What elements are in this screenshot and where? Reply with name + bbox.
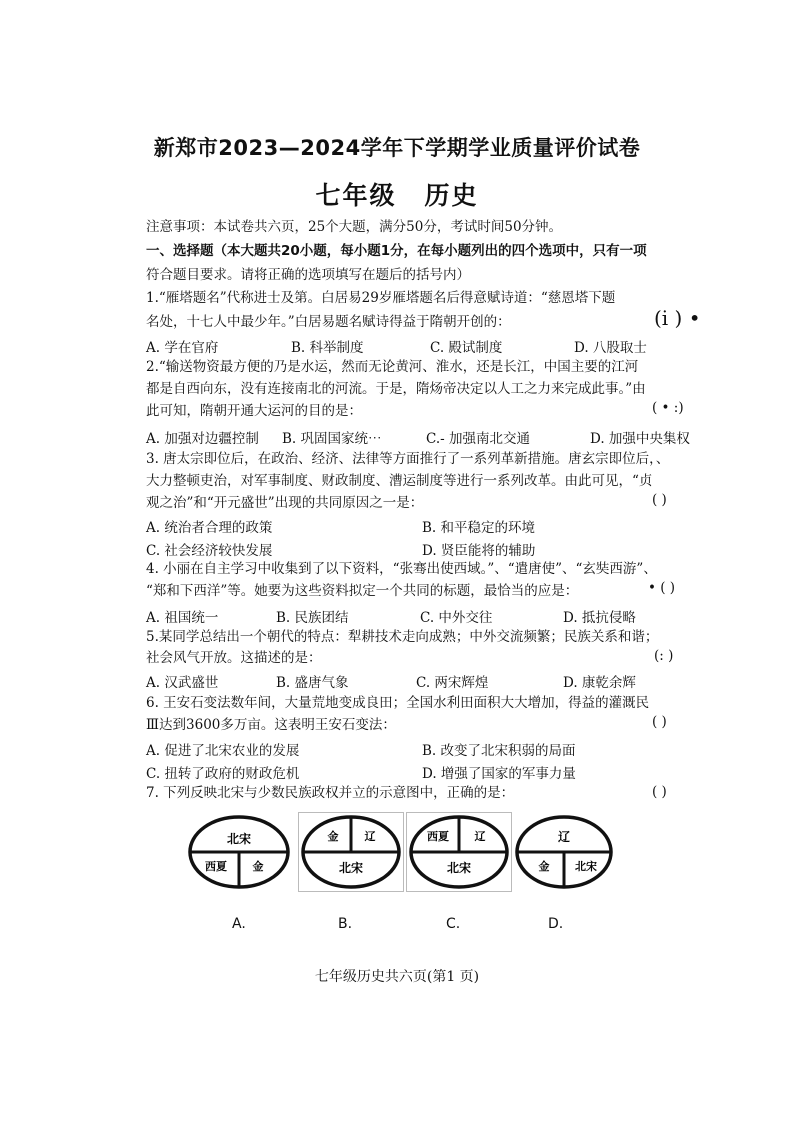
diagram-region-label: 西夏	[427, 830, 449, 843]
diagram-a	[186, 812, 292, 892]
diagram-region-label: 北宋	[575, 860, 597, 873]
option-d: D. 加强中央集权	[590, 431, 690, 447]
answer-bracket[interactable]: ( )	[652, 714, 667, 730]
question-text-line: 4. 小丽在自主学习中收集到了以下资料，“张骞出使西域。”、“遣唐使”、“玄奘西游”、	[146, 561, 657, 577]
territory-diagrams	[186, 812, 616, 902]
question-text-line: “郑和下西洋”等。她要为这些资料拟定一个共同的标题，最恰当的应是：	[146, 583, 579, 599]
option-c: C. 殿试制度	[430, 340, 503, 356]
question-text-line: 名处，十七人中最少年。”白居易题名赋诗得益于隋朝开创的：	[146, 314, 511, 330]
question-text-line: 3. 唐太宗即位后，在政治、经济、法律等方面推行了一系列革新措施。唐玄宗即位后，、	[146, 451, 670, 467]
question-text-line: 5.某同学总结出一个朝代的特点：犁耕技术走向成熟；中外交流频繁；民族关系和谐；	[146, 629, 659, 645]
option-d: D. 增强了国家的军事力量	[422, 766, 576, 782]
diagram-region-label: 北宋	[226, 832, 252, 846]
question-text-line: 大力整顿吏治，对军事制度、财政制度、漕运制度等进行一系列改革。由此可见，“贞	[146, 473, 653, 489]
diagram-option-c: C.	[446, 916, 461, 932]
option-b: B. 科举制度	[291, 340, 364, 356]
option-a: A. 学在官府	[146, 340, 219, 356]
exam-subtitle	[0, 176, 794, 212]
diagram-option-d: D.	[548, 916, 564, 932]
question-text-line: 都是自西向东，没有连接南北的河流。于是，隋炀帝决定以人工之力来完成此事。”由	[146, 381, 646, 397]
diagram-region-label: 金	[252, 860, 264, 873]
diagram-region-label: 金	[327, 830, 339, 843]
diagram-region-label: 辽	[474, 830, 486, 843]
diagram-region-label: 北宋	[338, 861, 364, 875]
option-b: B. 改变了北宋积弱的局面	[422, 743, 576, 759]
question-text-line: 7. 下列反映北宋与少数民族政权并立的示意图中，正确的是：	[146, 785, 515, 801]
section1-instructions: 符合题目要求。请将正确的选项填写在题后的括号内）	[146, 267, 470, 283]
diagram-option-a: A.	[232, 916, 246, 932]
option-b: B. 巩固国家统⋯	[282, 431, 382, 447]
diagram-region-label: 金	[538, 860, 550, 873]
question-text-line: 社会风气开放。这描述的是：	[146, 650, 322, 666]
option-a: A. 统治者合理的政策	[146, 520, 273, 536]
question-text-line: 此可知，隋朝开通大运河的目的是：	[146, 403, 362, 419]
diagram-d	[512, 812, 616, 892]
diagram-region-label: 辽	[364, 830, 376, 843]
question-text-line: 6. 王安石变法数年间，大量荒地变成良田；全国水利田面积大大增加，得益的灌溉民	[146, 695, 650, 711]
option-c: C. 中外交往	[420, 610, 493, 626]
option-d: D. 八股取士	[574, 340, 647, 356]
diagram-region-label: 辽	[557, 830, 571, 844]
option-d: D. 康乾余辉	[563, 675, 636, 691]
option-d: D. 贤臣能将的辅助	[422, 543, 536, 559]
exam-title: 新郑市2023—2024学年下学期学业质量评价试卷	[153, 136, 641, 160]
question-text-line: 观之治”和“开元盛世”出现的共同原因之一是：	[146, 495, 424, 511]
option-c: C.- 加强南北交通	[426, 431, 530, 447]
subject-label: 历史	[424, 181, 479, 210]
grade-label: 七年级	[315, 181, 397, 210]
option-a: A. 促进了北宋农业的发展	[146, 743, 300, 759]
option-a: A. 加强对边疆控制	[146, 431, 259, 447]
answer-bracket[interactable]: ( )	[652, 784, 667, 800]
question-text-line: Ⅲ达到3600多万亩。这表明王安石变法：	[146, 717, 396, 733]
section1-heading: 一、选择题（本大题共20小题，每小题1分，在每小题列出的四个选项中，只有一项	[146, 243, 647, 259]
diagram-c	[406, 812, 512, 892]
answer-bracket[interactable]: (: )	[654, 648, 674, 664]
diagram-region-label: 西夏	[205, 860, 227, 873]
option-a: A. 祖国统一	[146, 610, 219, 626]
notice-text: 注意事项：本试卷共六页，25个大题，满分50分，考试时间50分钟。	[146, 219, 563, 235]
option-c: C. 两宋辉煌	[416, 675, 489, 691]
question-text-line: 1.“雁塔题名”代称进士及第。白居易29岁雁塔题名后得意赋诗道：“慈恩塔下题	[146, 290, 616, 306]
option-c: C. 社会经济较快发展	[146, 543, 273, 559]
option-b: B. 和平稳定的环境	[422, 520, 536, 536]
diagram-b	[298, 812, 404, 892]
answer-bracket[interactable]: ( • :)	[652, 400, 684, 416]
answer-bracket[interactable]: ( )	[652, 492, 667, 508]
answer-bracket[interactable]: • ( )	[648, 580, 676, 596]
answer-bracket[interactable]: (i ) •	[654, 306, 701, 330]
option-b: B. 民族团结	[276, 610, 349, 626]
option-c: C. 扭转了政府的财政危机	[146, 766, 300, 782]
option-b: B. 盛唐气象	[276, 675, 349, 691]
diagram-option-b: B.	[338, 916, 353, 932]
diagram-region-label: 北宋	[446, 861, 472, 875]
option-d: D. 抵抗侵略	[563, 610, 636, 626]
page-footer: 七年级历史共六页(第1 页)	[314, 969, 480, 985]
question-text-line: 2.“输送物资最方便的乃是水运，然而无论黄河、淮水，还是长江，中国主要的江河	[146, 359, 639, 375]
option-a: A. 汉武盛世	[146, 675, 219, 691]
